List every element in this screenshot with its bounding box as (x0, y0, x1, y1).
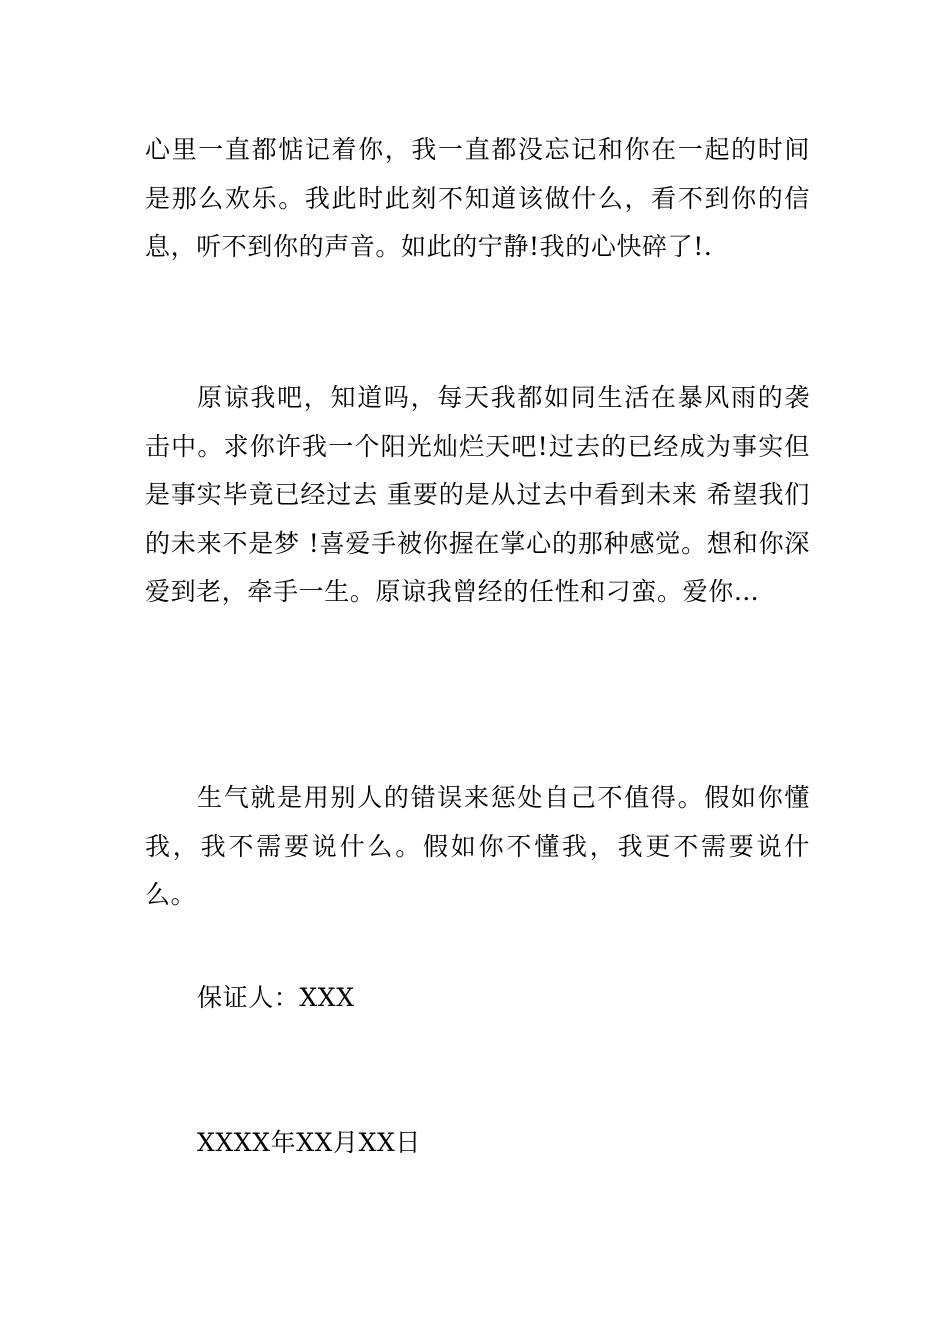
paragraph-anger: 生气就是用别人的错误来惩处自己不值得。假如你懂我，我不需要说什么。假如你不懂我，我更不需要说什么。 (145, 783, 810, 910)
paragraph-apology: 原谅我吧，知道吗，每天我都如同生活在暴风雨的袭击中。求你许我一个阳光灿烂天吧!过去的已经成为事实但是事实毕竟已经过去 重要的是从过去中看到未来 希望我们的未来不是梦 !喜爱手被你握在掌心的那种感觉。想和你深爱到老，牵手一生。原谅我曾经的任性和刁蛮。爱你… (145, 383, 810, 607)
document-date: XXXX年XX月XX日 (197, 1128, 421, 1157)
guarantor-signature: 保证人：XXX (197, 983, 355, 1012)
paragraph-continuation: 心里一直都惦记着你，我一直都没忘记和你在一起的时间是那么欢乐。我此时此刻不知道该做什么，看不到你的信息，听不到你的声音。如此的宁静!我的心快碎了!. (145, 135, 810, 262)
